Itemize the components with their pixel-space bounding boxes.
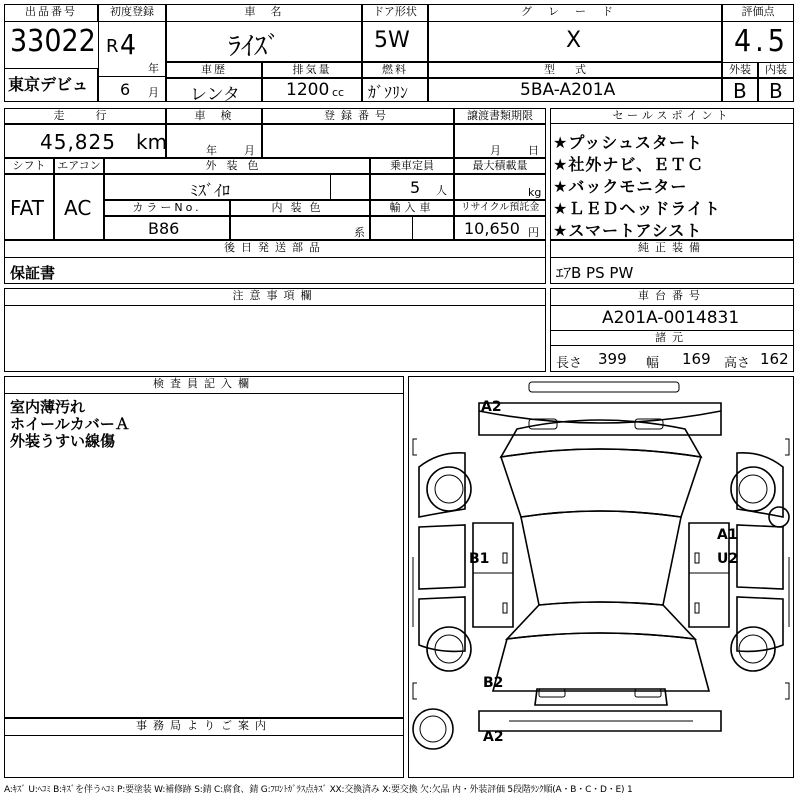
first-reg-label: 初度登録 xyxy=(98,4,166,22)
sales-point-item: ★プッシュスタート xyxy=(553,133,703,152)
width-label: 幅 xyxy=(646,356,660,371)
int-color-unit: 系 xyxy=(354,226,365,239)
load-unit: kg xyxy=(528,186,542,199)
ext-color-divider xyxy=(330,174,331,200)
door-label: ドア形状 xyxy=(362,4,428,22)
reg-no-box xyxy=(262,124,454,158)
import-divider xyxy=(412,216,413,240)
grade: X xyxy=(566,28,582,53)
shift-label: シフト xyxy=(4,158,54,174)
chassis-no: A201A-0014831 xyxy=(602,308,740,328)
damage-mark-right-rear: U2 xyxy=(717,551,739,567)
reg-no-label: 登録番号 xyxy=(262,108,454,124)
inspection-month-unit: 月 xyxy=(244,144,255,157)
divider xyxy=(98,76,166,77)
exterior-label: 外装 xyxy=(722,62,758,78)
fuel-label: 燃料 xyxy=(362,62,428,78)
damage-mark-left-rear: B2 xyxy=(483,675,504,691)
fuel: ｶﾞｿﾘﾝ xyxy=(368,83,409,102)
damage-mark-left-front: B1 xyxy=(469,551,490,567)
displacement: 1200 xyxy=(286,80,330,100)
length: 399 xyxy=(598,350,627,368)
inspection-year-unit: 年 xyxy=(206,144,217,157)
reg-month: 6 xyxy=(120,80,131,99)
equipment: ｴｱB PS PW xyxy=(556,264,634,282)
recycle: 10,650 xyxy=(464,219,520,238)
displacement-label: 排気量 xyxy=(262,62,362,78)
dims-label: 諸元 xyxy=(550,330,794,346)
legend: A:ｷｽﾞ U:ﾍｺﾐ B:ｷｽﾞを伴うﾍｺﾐ P:要塗装 W:補修跡 S:錆 C:腐食、錆 G:ﾌﾛﾝﾄｶﾞﾗｽ点ｷｽﾞ XX:交換済み X:要交換 欠:欠品 内・外装評価 5段階ﾗﾝｸ順(A・B・C・D・E) 1 xyxy=(4,785,633,795)
transfer-day-unit: 日 xyxy=(528,144,539,157)
load-label: 最大積載量 xyxy=(454,158,546,174)
year-unit: 年 xyxy=(148,62,159,75)
lot-no: 33022 xyxy=(10,24,96,59)
ext-color-label: 外装色 xyxy=(104,158,370,174)
door: 5W xyxy=(374,28,410,53)
month-unit: 月 xyxy=(148,86,159,99)
color-no: B86 xyxy=(148,219,180,238)
sales-points-label: セールスポイント xyxy=(550,108,794,124)
mileage: 45,825 xyxy=(40,130,116,154)
sales-point-item: ★バックモニター xyxy=(553,177,688,196)
capacity-unit: 人 xyxy=(436,184,447,197)
ext-color: ﾐｽﾞｲﾛ xyxy=(190,181,231,200)
sales-point-item: ★ＬＥＤヘッドライト xyxy=(553,199,721,218)
capacity-label: 乗車定員 xyxy=(370,158,454,174)
model: 5BA-A201A xyxy=(520,80,616,100)
transfer-label: 譲渡書類期限 xyxy=(454,108,546,124)
car-name: ﾗｲｽﾞ xyxy=(228,32,281,62)
history: レンタ xyxy=(190,85,240,105)
score-label: 評価点 xyxy=(722,4,794,22)
width: 169 xyxy=(682,350,711,368)
car-diagram xyxy=(408,376,794,778)
inspector-line: ホイールカバーＡ xyxy=(10,415,130,433)
recycle-label: リサイクル預託金 xyxy=(454,200,546,216)
history-label: 車歴 xyxy=(166,62,262,78)
parts-label: 後日発送部品 xyxy=(4,240,546,258)
chassis-label: 車台番号 xyxy=(550,288,794,306)
debut-label: 東京デビュ xyxy=(8,75,89,94)
height-label: 高さ xyxy=(724,356,751,371)
ac-label: エアコン xyxy=(54,158,104,174)
sales-point-item: ★スマートアシスト xyxy=(553,221,703,240)
mileage-unit: km xyxy=(136,130,168,154)
color-no-label: カラーNo. xyxy=(104,200,230,216)
length-label: 長さ xyxy=(556,356,583,371)
int-color-box xyxy=(230,216,370,240)
car-outline-drawing xyxy=(409,377,793,777)
height: 162 xyxy=(760,350,789,368)
model-label: 型式 xyxy=(428,62,722,78)
shift: FAT xyxy=(10,196,45,220)
damage-mark-front-bumper: A2 xyxy=(481,399,502,415)
interior-grade: B xyxy=(769,79,783,103)
car-name-label: 車 名 xyxy=(166,4,362,22)
transfer-month-unit: 月 xyxy=(490,144,501,157)
sales-point-item: ★社外ナビ、ＥＴＣ xyxy=(553,155,705,174)
parts: 保証書 xyxy=(10,264,56,282)
era: R xyxy=(106,36,119,57)
interior-label: 内装 xyxy=(758,62,794,78)
score: 4.5 xyxy=(734,24,789,59)
grade-label: グレード xyxy=(428,4,722,22)
int-color-label: 内装色 xyxy=(230,200,370,216)
mileage-label: 走 行 xyxy=(4,108,166,124)
damage-mark-right-front: A1 xyxy=(717,527,738,543)
inspection-label: 車 検 xyxy=(166,108,262,124)
equipment-label: 純正装備 xyxy=(550,240,794,258)
displacement-unit: cc xyxy=(332,86,345,99)
damage-mark-rear-bumper: A2 xyxy=(483,729,504,745)
import-label: 輸入車 xyxy=(370,200,454,216)
ac: AC xyxy=(64,196,92,220)
reg-year: 4 xyxy=(120,28,137,61)
inspector-label: 検査員記入欄 xyxy=(4,376,404,394)
capacity: 5 xyxy=(410,178,421,197)
office-label: 事務局よりご案内 xyxy=(4,718,404,736)
recycle-unit: 円 xyxy=(528,226,539,239)
exterior-grade: B xyxy=(733,79,747,103)
inspector-line: 外装うすい線傷 xyxy=(10,432,116,450)
lot-no-label: 出品番号 xyxy=(4,4,98,22)
inspector-line: 室内薄汚れ xyxy=(10,398,86,416)
notes-label: 注意事項欄 xyxy=(4,288,546,306)
